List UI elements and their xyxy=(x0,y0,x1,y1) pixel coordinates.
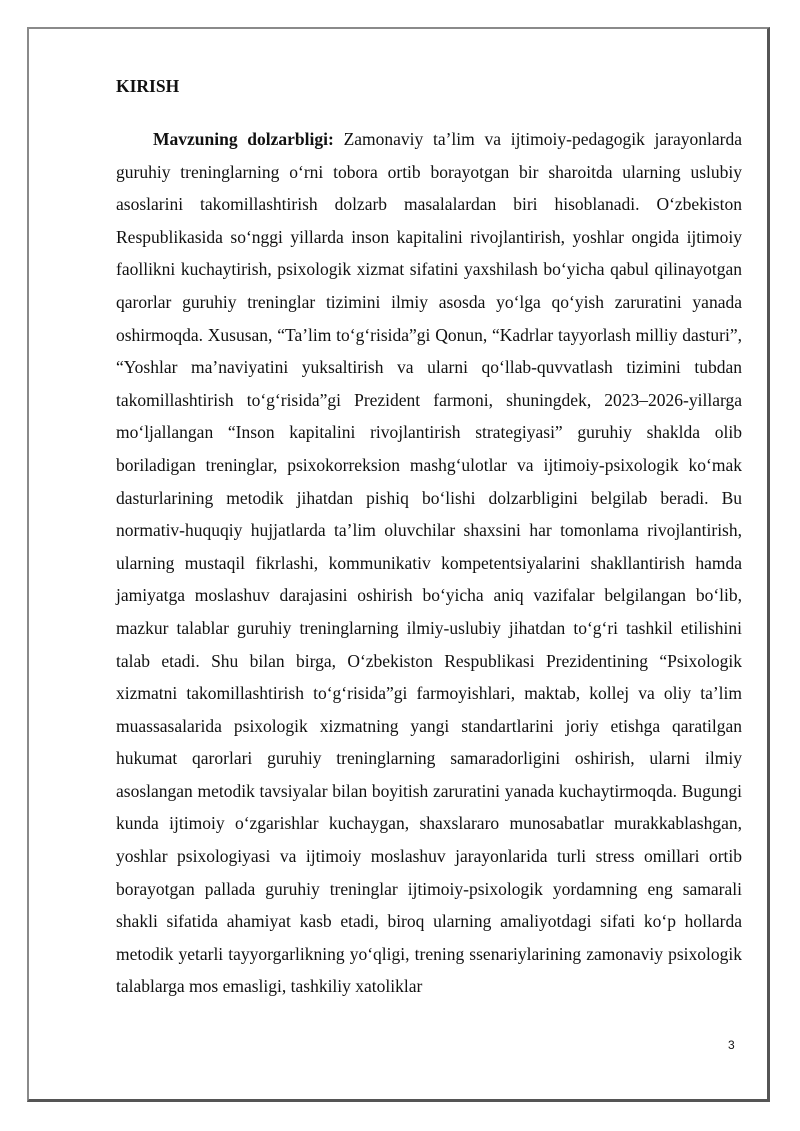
document-body xyxy=(116,73,742,1003)
paragraph-text: Zamonaviy ta’lim va ijtimoiy-pedagogik jarayonlarda guruhiy treninglarning o‘rni tobora ortib borayotgan bir sharoitda ularning uslubiy asoslarini takomillashtirish dolzarb masalalardan biri hisoblanadi. O‘zbekiston Respublikasida so‘nggi yillarda inson kapitalini rivojlantirish, yoshlar ongida ijtimoiy faollikni kuchaytirish, psixologik xizmat sifatini yaxshilash bo‘yicha qabul qilinayotgan qarorlar guruhiy treninglar tizimini ilmiy asosda yo‘lga qo‘yish zaruratini yanada oshirmoqda. Xususan, “Ta’lim to‘g‘risida”gi Qonun, “Kadrlar tayyorlash milliy dasturi”, “Yoshlar ma’naviyatini yuksaltirish va ularni qo‘llab-quvvatlash tizimini tubdan takomillashtirish to‘g‘risida”gi Prezident farmoni, shuningdek, 2023–2026-yillarga mo‘ljallangan “Inson kapitalini rivojlantirish strategiyasi” guruhiy shaklda olib boriladigan treninglar, psixokorreksion mashg‘ulotlar va ijtimoiy-psixologik ko‘mak dasturlarining metodik jihatdan pishiq bo‘lishi dolzarbligini belgilab beradi. Bu normativ-huquqiy hujjatlarda ta’lim oluvchilar shaxsini har tomonlama rivojlantirish, ularning mustaqil fikrlashi, kommunikativ kompetentsiyalarini shakllantirish hamda jamiyatga moslashuv darajasini oshirish bo‘yicha aniq vazifalar belgilangan bo‘lib, mazkur talablar guruhiy treninglarning ilmiy-uslubiy jihatdan to‘g‘ri tashkil etilishini talab etadi. Shu bilan birga, O‘zbekiston Respublikasi Prezidentining “Psixologik xizmatni takomillashtirish to‘g‘risida”gi farmoyishlari, maktab, kollej va oliy ta’lim muassasalarida psixologik xizmatning yangi standartlarini joriy etishga qaratilgan hukumat qarorlari guruhiy treninglarning samaradorligini oshirish, ularni ilmiy asoslangan metodik tavsiyalar bilan boyitish zaruratini yanada kuchaytirmoqda. Bugungi kunda ijtimoiy o‘zgarishlar kuchaygan, shaxslararo munosabatlar murakkablashgan, yoshlar psixologiyasi va ijtimoiy moslashuv jarayonlarida turli stress omillari ortib borayotgan pallada guruhiy treninglar ijtimoiy-psixologik yordamning eng samarali shakli sifatida ahamiyat kasb etadi, biroq ularning amaliyotdagi sifati ko‘p hollarda metodik yetarli tayyorgarlikning yo‘qligi, trening ssenariylarining zamonaviy psixologik talablarga mos emasligi, tashkiliy xatoliklar xyxy=(116,129,743,997)
page-number: 3 xyxy=(728,1038,735,1052)
paragraph xyxy=(116,123,742,1003)
section-heading: KIRISH xyxy=(116,76,180,96)
paragraph-lead-label: Mavzuning dolzarbligi: xyxy=(153,129,334,149)
